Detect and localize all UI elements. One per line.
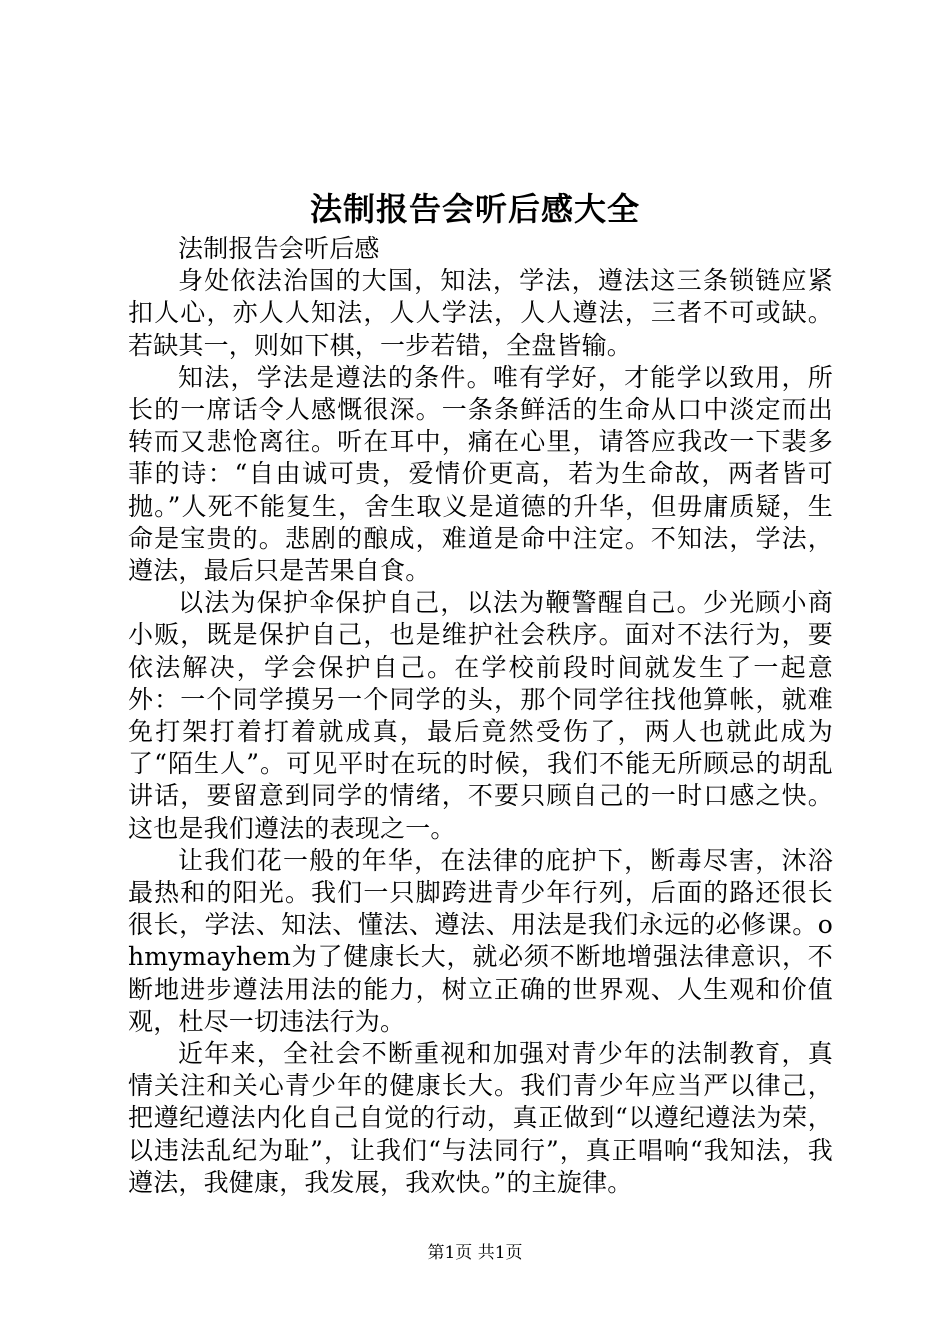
document-body bbox=[128, 233, 833, 1199]
paragraph-1: 身处依法治国的大国，知法，学法，遵法这三条锁链应紧扣人心，亦人人知法，人人学法，人人遵法，三者不可或缺。若缺其一，则如下棋，一步若错，全盘皆输。 bbox=[128, 266, 833, 360]
page-footer: 第1页 共1页 bbox=[427, 1243, 523, 1263]
document-title: 法制报告会听后感大全 bbox=[309, 190, 640, 228]
paragraph-subtitle: 法制报告会听后感 bbox=[178, 234, 380, 263]
paragraph-2: 知法，学法是遵法的条件。唯有学好，才能学以致用，所长的一席话令人感慨很深。一条条鲜活的生命从口中淡定而出转而又悲怆离往。听在耳中，痛在心里，请答应我改一下裴多菲的诗：“自由诚可贵，爱情价更高，若为生命故，两者皆可抛。”人死不能复生，舍生取义是道德的升华，但毋庸质疑，生命是宝贵的。悲剧的酿成，难道是命中注定。不知法，学法，遵法，最后只是苦果自食。 bbox=[128, 362, 833, 586]
paragraph-3: 以法为保护伞保护自己，以法为鞭警醒自己。少光顾小商小贩，既是保护自己，也是维护社会秩序。面对不法行为，要依法解决，学会保护自己。在学校前段时间就发生了一起意外：一个同学摸另一个同学的头，那个同学往找他算帐，就难免打架打着打着就成真，最后竟然受伤了，两人也就此成为了“陌生人”。可见平时在玩的时候，我们不能无所顾忌的胡乱讲话，要留意到同学的情绪，不要只顾自己的一时口感之快。这也是我们遵法的表现之一。 bbox=[128, 588, 833, 843]
paragraph-5: 近年来，全社会不断重视和加强对青少年的法制教育，真情关注和关心青少年的健康长大。我们青少年应当严以律己，把遵纪遵法内化自己自觉的行动，真正做到“以遵纪遵法为荣，以违法乱纪为耻”，让我们“与法同行”，真正唱响“我知法，我遵法，我健康，我发展，我欢快。”的主旋律。 bbox=[128, 1039, 833, 1197]
paragraph-4: 让我们花一般的年华，在法律的庇护下，断毒尽害，沐浴最热和的阳光。我们一只脚跨进青少年行列，后面的路还很长很长，学法、知法、懂法、遵法、用法是我们永远的必修课。ohmymayhem为了健康长大，就必须不断地增强法律意识，不断地进步遵法用法的能力，树立正确的世界观、人生观和价值观，杜尽一切违法行为。 bbox=[128, 845, 833, 1036]
